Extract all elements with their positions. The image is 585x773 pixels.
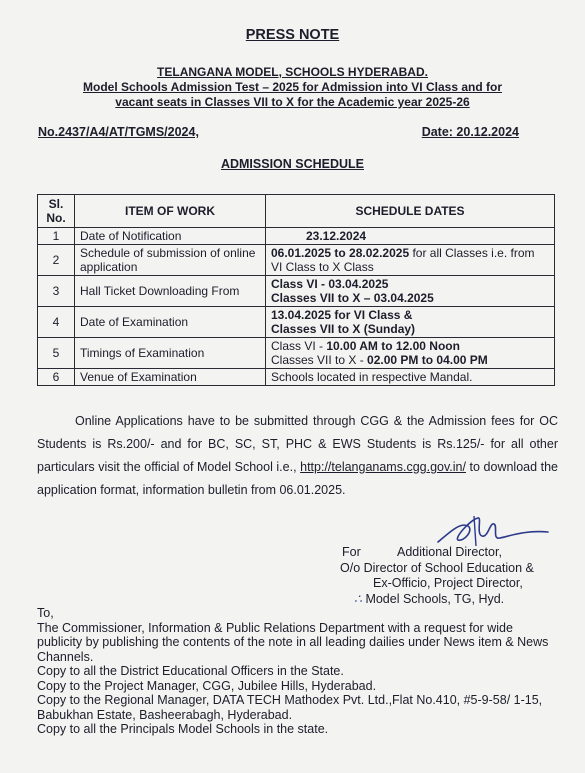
dates-line-1: 13.04.2025 for VI Class & xyxy=(271,308,413,322)
paragraph-part-2: to download the application format, information bulletin from 06.01.2025. xyxy=(37,460,558,497)
signature-for: For xyxy=(342,545,361,559)
row-sl: 1 xyxy=(38,228,75,245)
row-dates xyxy=(266,338,555,369)
row-item: Venue of Examination xyxy=(75,369,266,386)
paragraph-text xyxy=(37,410,558,502)
dates-line-1: Class VI - 03.04.2025 xyxy=(271,277,389,291)
signature-schools xyxy=(340,592,570,608)
list-item: Copy to all the District Educational Officers in the State. xyxy=(37,664,344,678)
signature-block xyxy=(340,545,570,607)
to-label: To, xyxy=(37,606,54,620)
list-item: Copy to the Project Manager, CGG, Jubilee Hills, Hyderabad. xyxy=(37,678,377,693)
table-row xyxy=(38,369,555,386)
distribution-list xyxy=(37,606,559,737)
dates-line-2 xyxy=(271,353,549,367)
dates-bold: 06.01.2025 to 28.02.2025 xyxy=(271,246,410,260)
press-note-title: PRESS NOTE xyxy=(245,27,340,43)
col-header-dates: SCHEDULE DATES xyxy=(266,195,555,228)
instructions-paragraph xyxy=(37,410,558,502)
list-item: Copy to the Regional Manager, DATA TECH Mathodex Pvt. Ltd.,Flat No.410, #5-9-58/ 1-15, Babukhan Estate, Basheerabagh, Hyderabad. xyxy=(37,693,543,722)
row-sl: 4 xyxy=(38,307,75,338)
signature-title: Additional Director, xyxy=(397,545,502,559)
dates-bold: 23.12.2024 xyxy=(306,229,367,243)
schedule-title: ADMISSION SCHEDULE xyxy=(220,157,365,171)
table-row xyxy=(38,276,555,307)
row-dates xyxy=(266,228,555,245)
col-header-item: ITEM OF WORK xyxy=(75,195,266,228)
dates-line-2: Classes VII to X – 03.04.2025 xyxy=(271,291,434,305)
row-item: Hall Ticket Downloading From xyxy=(75,276,266,307)
table-row xyxy=(38,228,555,245)
admission-schedule-table xyxy=(37,194,555,386)
row-sl: 3 xyxy=(38,276,75,307)
dates-line-1 xyxy=(271,339,549,353)
subject-line-1: Model Schools Admission Test – 2025 for Admission into VI Class and for xyxy=(83,80,502,94)
time-range: 10.00 AM to 12.00 Noon xyxy=(326,339,460,353)
signature-office: O/o Director of School Education & xyxy=(340,560,534,575)
time-range: 02.00 PM to 04.00 PM xyxy=(367,353,488,367)
signature-schools-text: Model Schools, TG, Hyd. xyxy=(365,591,505,606)
org-name: TELANGANA MODEL, SCHOOLS HYDERABAD. xyxy=(157,65,428,79)
list-item: Copy to all the Principals Model Schools in the state. xyxy=(37,722,329,736)
row-dates: Schools located in respective Mandal. xyxy=(266,369,555,386)
row-dates xyxy=(266,276,555,307)
row-item: Timings of Examination xyxy=(75,338,266,369)
website-link[interactable]: http://telanganams.cgg.gov.in/ xyxy=(300,460,466,474)
subject-line-2: vacant seats in Classes VII to X for the Academic year 2025-26 xyxy=(115,95,470,109)
row-dates xyxy=(266,245,555,276)
table-row xyxy=(38,245,555,276)
dates-rest: for all Classes i.e. from VI Class to X Class xyxy=(271,246,535,274)
row-item: Date of Notification xyxy=(75,228,266,245)
initials-mark: ∴ xyxy=(354,591,362,606)
row-sl: 2 xyxy=(38,245,75,276)
row-item: Schedule of submission of online application xyxy=(75,245,266,276)
dates-line-2: Classes VII to X (Sunday) xyxy=(271,322,416,336)
paragraph-part-1: Online Applications have to be submitted through CGG & the Admission fees for OC Students is Rs.200/- and for BC, SC, ST, PHC & EWS Students is Rs.125/- for all other particulars visit the official of Model School i.e., xyxy=(37,414,558,474)
col-header-sl: Sl. No. xyxy=(38,195,75,228)
row-sl: 6 xyxy=(38,369,75,386)
document-header xyxy=(0,65,585,110)
table-row xyxy=(38,338,555,369)
row-dates xyxy=(266,307,555,338)
row-item: Date of Examination xyxy=(75,307,266,338)
reference-number: No.2437/A4/AT/TGMS/2024, xyxy=(38,125,199,139)
reference-date: Date: 20.12.2024 xyxy=(421,125,519,139)
time-prefix: Class VI - xyxy=(271,339,327,353)
table-header-row xyxy=(38,195,555,228)
table-row xyxy=(38,307,555,338)
list-item: The Commissioner, Information & Public Relations Department with a request for wide publicity by publishing the contents of the note in all leading dailies under News item & News Channels. xyxy=(37,620,549,664)
signature-ex-officio: Ex-Officio, Project Director, xyxy=(373,576,523,590)
row-sl: 5 xyxy=(38,338,75,369)
time-prefix: Classes VII to X - xyxy=(271,353,368,367)
